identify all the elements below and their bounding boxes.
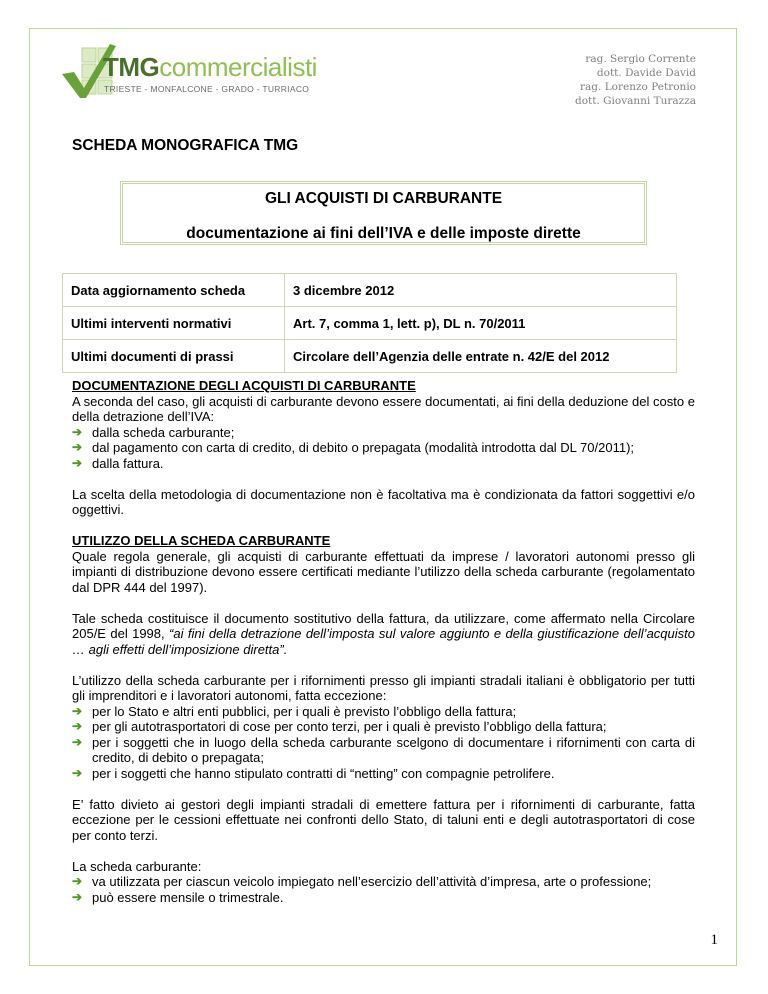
paragraph: E’ fatto divieto ai gestori degli impianti stradali di emettere fattura per i rifornimenti di carburante, fatta eccezione per le cessioni effettuate nei confronti dello Stato, di taluni enti e degli autotrasportatori di cose per conto terzi. <box>72 796 695 843</box>
logo-tagline: TRIESTE - MONFALCONE - GRADO - TURRIACO <box>104 84 310 94</box>
right-arrow-icon: ➔ <box>72 719 83 733</box>
list-item: ➔ per i soggetti che hanno stipulato contratti di “netting” con compagnie petrolifere. <box>72 765 555 781</box>
meta-table <box>62 273 677 373</box>
paragraph: Quale regola generale, gli acquisti di carburante effettuati da imprese / lavoratori autonomi presso gli impianti di distribuzione devono essere certificati mediante l’utilizzo della scheda carburante (regolamentato dal DPR 444 del 1997). <box>72 548 695 595</box>
right-arrow-icon: ➔ <box>72 874 83 888</box>
table-row <box>63 274 677 307</box>
right-arrow-icon: ➔ <box>72 765 83 780</box>
document-title: SCHEDA MONOGRAFICA TMG <box>72 137 299 154</box>
section-heading: DOCUMENTAZIONE DEGLI ACQUISTI DI CARBURANTE <box>72 378 416 393</box>
list-item: ➔ dalla scheda carburante; <box>72 424 235 440</box>
partners-list <box>575 52 696 108</box>
right-arrow-icon: ➔ <box>72 734 83 749</box>
partner-name: dott. Giovanni Turazza <box>574 95 696 107</box>
page-number: 1 <box>710 932 718 948</box>
bullet-list <box>72 704 695 782</box>
partner-name: dott. Davide David <box>596 67 696 79</box>
title-box-subheading: documentazione ai fini dell’IVA e delle imposte dirette <box>186 225 581 242</box>
logo-brand: TMG <box>103 52 160 82</box>
paragraph: L’utilizzo della scheda carburante per i rifornimenti presso gli impianti stradali italiani è obbligatorio per tutti gli imprenditori e i lavoratori autonomi, fatta eccezione: <box>72 672 695 703</box>
logo-wordmark <box>103 52 317 83</box>
paragraph: La scheda carburante: <box>72 858 202 874</box>
paragraph: La scelta della metodologia di documentazione non è facoltativa ma è condizionata da fattori soggettivi e/o oggettivi. <box>72 486 695 517</box>
list-item: ➔ per gli autotrasportatori di cose per conto terzi, per i quali è previsto l’obbligo della fattura; <box>72 719 607 734</box>
list-item: ➔ per i soggetti che in luogo della scheda carburante scelgono di documentare i rifornimenti con carta di credito, di debito o prepagata; <box>72 734 695 765</box>
list-item: ➔ per lo Stato e altri enti pubblici, per i quali è previsto l’obbligo della fattura; <box>72 703 517 719</box>
section-heading: UTILIZZO DELLA SCHEDA CARBURANTE <box>72 533 331 548</box>
bullet-list <box>72 874 695 905</box>
meta-key: Data aggiornamento scheda <box>63 274 285 307</box>
partner-name: rag. Sergio Corrente <box>585 53 696 65</box>
table-row <box>63 340 677 373</box>
list-item: ➔ dal pagamento con carta di credito, di debito o prepagata (modalità introdotta dal DL 70/2011); <box>72 440 635 455</box>
meta-value: Circolare dell’Agenzia delle entrate n. 42/E del 2012 <box>285 340 677 373</box>
partner-name: rag. Lorenzo Petronio <box>580 81 696 93</box>
table-row <box>63 307 677 340</box>
meta-value: Art. 7, comma 1, lett. p), DL n. 70/2011 <box>285 307 677 340</box>
paragraph: Tale scheda costituisce il documento sostitutivo della fattura, da utilizzare, come affermato nella Circolare 205/E del 1998, “ai fini della detrazione dell’imposta sul valore aggiunto e della giustificazione dell’acquisto … agli effetti dell’imposizione diretta”. <box>72 610 695 657</box>
document-body <box>72 378 695 905</box>
paragraph: A seconda del caso, gli acquisti di carburante devono essere documentati, ai fini della deduzione del costo e della detrazione dell’IVA: <box>72 393 695 424</box>
list-item: ➔ può essere mensile o trimestrale. <box>72 889 284 905</box>
right-arrow-icon: ➔ <box>72 889 83 904</box>
meta-key: Ultimi interventi normativi <box>63 307 285 340</box>
title-box <box>120 181 647 245</box>
right-arrow-icon: ➔ <box>72 440 83 454</box>
title-box-heading: GLI ACQUISTI DI CARBURANTE <box>264 190 503 207</box>
right-arrow-icon: ➔ <box>72 703 83 718</box>
meta-key: Ultimi documenti di prassi <box>63 340 285 373</box>
logo-suffix: commercialisti <box>159 52 317 82</box>
list-item: ➔ dalla fattura. <box>72 455 164 471</box>
quotation: “ai fini della detrazione dell’imposta sul valore aggiunto e della giustificazione dell’acquisto … agli effetti dell’imposizione diretta”. <box>72 626 695 657</box>
meta-value: 3 dicembre 2012 <box>285 274 677 307</box>
right-arrow-icon: ➔ <box>72 455 83 470</box>
right-arrow-icon: ➔ <box>72 424 83 439</box>
bullet-list <box>72 425 695 472</box>
list-item: ➔ va utilizzata per ciascun veicolo impiegato nell’esercizio dell’attività d’impresa, arte o professione; <box>72 874 652 889</box>
